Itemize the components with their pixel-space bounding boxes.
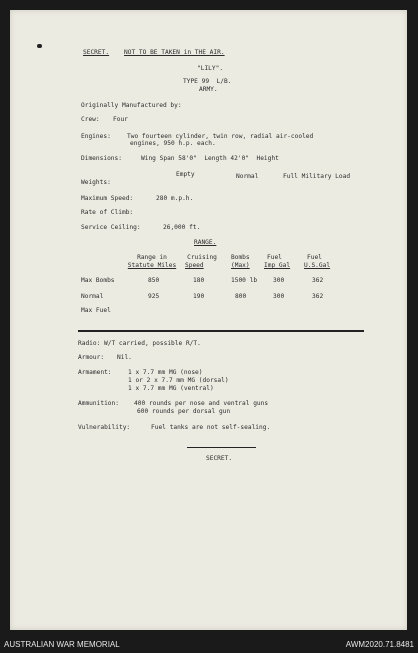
weights-label: Weights: [81, 179, 111, 186]
cell-us-gal: 362 [312, 293, 324, 300]
range-header-speed-2: Speed [185, 262, 204, 269]
range-header-bombs-2: (Max) [231, 262, 250, 269]
aircraft-name: "LILY". [197, 65, 224, 72]
row-label-max-bombs: Max Bombs [81, 277, 115, 284]
ammunition-line: 400 rounds per nose and ventral guns [134, 400, 269, 407]
cell-imp-gal: 300 [273, 277, 285, 284]
secret-footer: SECRET. [206, 455, 233, 462]
range-header-us-2: U.S.Gal [304, 262, 331, 269]
vulnerability-label: Vulnerability: [78, 424, 131, 431]
range-header-speed-1: Cruising [187, 254, 217, 261]
range-header-imp-1: Fuel [267, 254, 282, 261]
vulnerability-value: Fuel tanks are not self-sealing. [151, 424, 271, 431]
range-title: RANGE. [194, 239, 217, 246]
engines-line2: engines, 950 h.p. each. [130, 140, 216, 147]
weights-empty-header: Empty [176, 171, 195, 178]
type-line: TYPE 99 L/B. [183, 78, 232, 85]
ceiling-label: Service Ceiling: [81, 224, 141, 231]
cell-bombs: 800 [235, 293, 247, 300]
ammunition-line: 600 rounds per dorsal gun [137, 408, 231, 415]
cell-imp-gal: 300 [273, 293, 285, 300]
section-divider [78, 330, 364, 332]
punch-hole [37, 44, 42, 48]
dimensions-value: Wing Span 58'0" Length 42'0" Height [141, 155, 279, 162]
range-header-us-1: Fuel [307, 254, 322, 261]
cell-range: 925 [148, 293, 160, 300]
weights-full-header: Full Military Load [283, 173, 351, 180]
not-in-air-note: NOT TO BE TAKEN in THE AIR. [124, 49, 225, 56]
row-label-normal: Normal [81, 293, 104, 300]
range-header-miles-1: Range in [137, 254, 167, 261]
cell-speed: 180 [193, 277, 205, 284]
ammunition-label: Ammunition: [78, 400, 119, 407]
cell-bombs: 1500 lb [231, 277, 258, 284]
armour-label: Armour: [78, 354, 105, 361]
secret-footer-rule [187, 447, 256, 448]
armament-line: 1 or 2 x 7.7 mm MG (dorsal) [128, 377, 229, 384]
engines-label: Engines: [81, 133, 111, 140]
document-page [10, 10, 407, 630]
engines-line1: Two fourteen cylinder, twin row, radial air-cooled [127, 133, 314, 140]
climb-label: Rate of Climb: [81, 209, 134, 216]
cell-range: 850 [148, 277, 160, 284]
crew-value: Four [113, 116, 128, 123]
range-header-bombs-1: Bombs [231, 254, 250, 261]
archive-caption-bar [0, 636, 418, 653]
armament-line: 1 x 7.7 mm MG (ventral) [128, 385, 214, 392]
crew-label: Crew: [81, 116, 100, 123]
archive-id: AWM2020.71.8481 [345, 640, 414, 649]
radio-label: Radio: [78, 340, 101, 347]
row-label-max-fuel: Max Fuel [81, 307, 111, 314]
weights-normal-header: Normal [236, 173, 259, 180]
range-header-imp-2: Imp Gal [264, 262, 291, 269]
radio-value: W/T carried, possible R/T. [104, 340, 201, 347]
armament-line: 1 x 7.7 mm MG (nose) [128, 369, 203, 376]
armament-label: Armament: [78, 369, 112, 376]
range-header-miles-2: Statute Miles [127, 262, 177, 269]
originally-label: Originally Manufactured by: [81, 102, 182, 109]
dimensions-label: Dimensions: [81, 155, 122, 162]
ceiling-value: 26,000 ft. [163, 224, 201, 231]
cell-us-gal: 362 [312, 277, 324, 284]
archive-name: AUSTRALIAN WAR MEMORIAL [4, 640, 120, 649]
max-speed-value: 280 m.p.h. [156, 195, 194, 202]
secret-header: SECRET. [83, 49, 110, 56]
armour-value: Nil. [117, 354, 132, 361]
service-line: ARMY. [199, 86, 218, 93]
max-speed-label: Maximum Speed: [81, 195, 134, 202]
cell-speed: 190 [193, 293, 205, 300]
